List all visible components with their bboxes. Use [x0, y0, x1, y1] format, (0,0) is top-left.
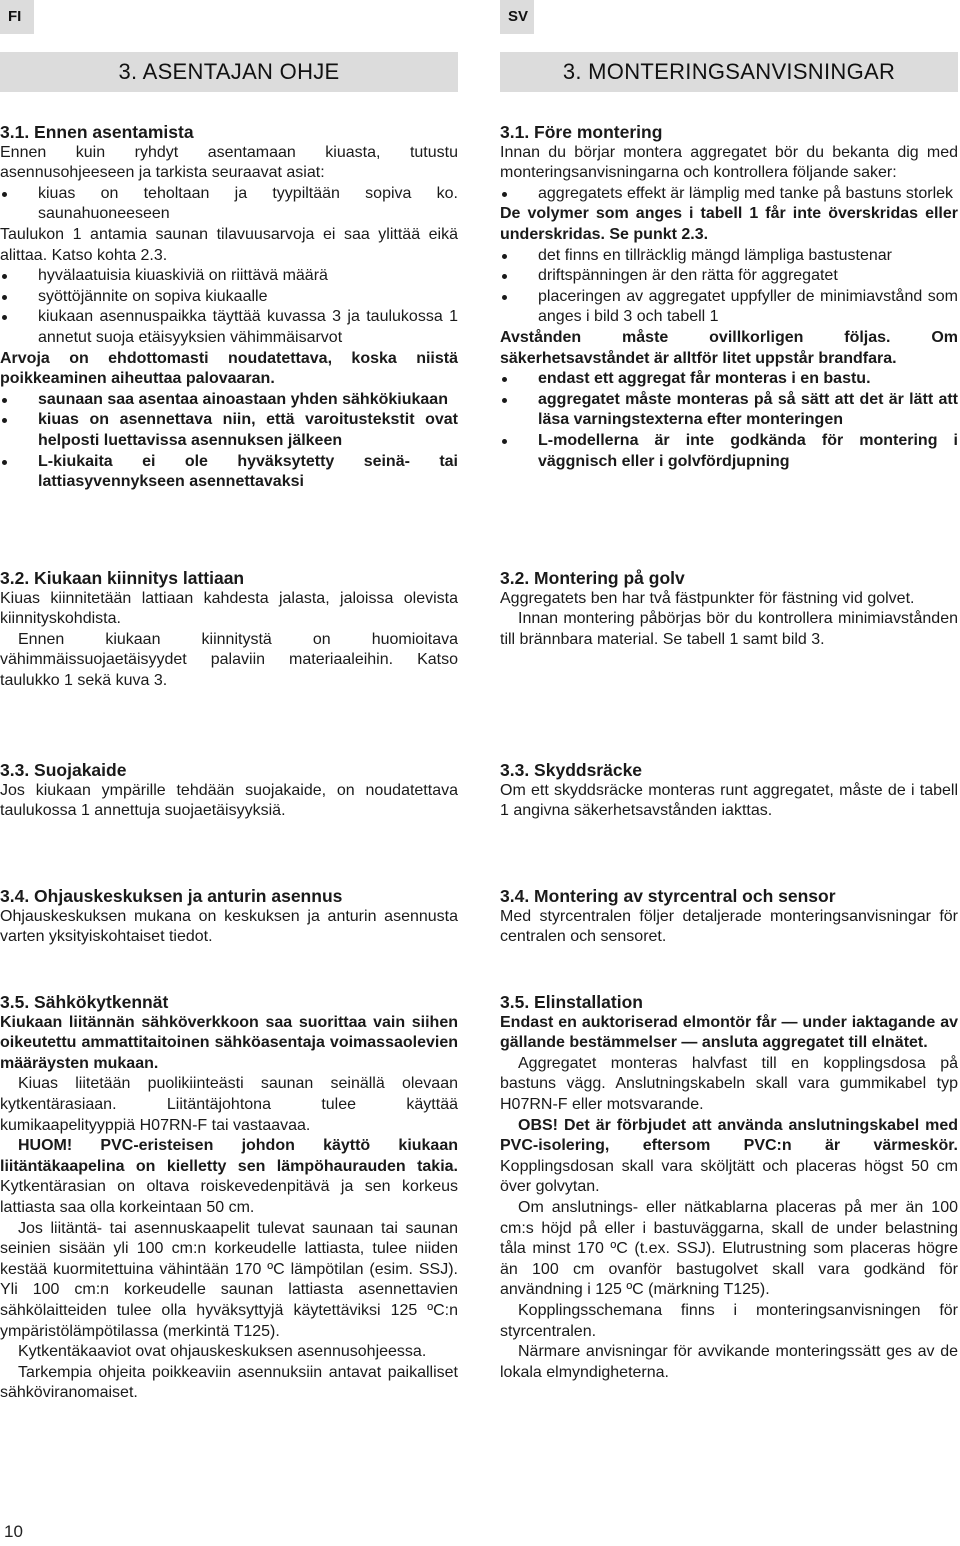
sv-paragraph	[500, 1116, 958, 1198]
fi-paragraph: Ennen kiukaan kiinnitystä on huomioitava vähimmäissuojaetäisyydet palaviin materiaaleihin. Katso taulukko 1 sekä kuva 3.	[0, 630, 458, 689]
fi-section-3-1	[0, 122, 458, 493]
sv-section-3-4	[500, 886, 958, 948]
sv-paragraph: Innan montering påbörjas bör du kontrollera minimiavstånden till brännbara material. Se tabell 1 samt bild 3.	[500, 610, 958, 648]
sv-checklist-3	[500, 369, 958, 472]
sv-heading-3-4: 3.4. Montering av styrcentral och sensor	[500, 886, 836, 906]
sv-section-3-3	[500, 760, 958, 822]
fi-paragraph: Kiuas liitetään puolikiinteästi saunan seinällä olevaan kytkentärasiaan. Liitäntäjohtona tulee käyttää kumikaapelityyppiä H07RN-F tai vastaavaa.	[0, 1075, 458, 1134]
list-item: aggregatets effekt är lämplig med tanke på bastuns storlek	[500, 184, 958, 205]
fi-section-3-2	[0, 568, 458, 692]
sv-heading-3-2: 3.2. Montering på golv	[500, 568, 685, 588]
fi-section-3-3	[0, 760, 458, 822]
section-title-fi: 3. ASENTAJAN OHJE	[0, 52, 458, 92]
sv-paragraph: Aggregatets ben har två fästpunkter för fästning vid golvet.	[500, 589, 915, 607]
sv-section-3-2	[500, 568, 958, 650]
list-item: aggregatet måste monteras på så sätt att det är lätt att läsa varningstexterna efter monteringen	[500, 390, 958, 431]
fi-intro: Ennen kuin ryhdyt asentamaan kiuasta, tutustu asennusohjeeseen ja tarkista seuraavat asiat:	[0, 143, 458, 182]
sv-paragraph: Med styrcentralen följer detaljerade monteringsanvisningar för centralen och sensoret.	[500, 907, 958, 946]
list-item: placeringen av aggregatet uppfyller de minimiavstånd som anges i bild 3 och tabell 1	[500, 287, 958, 328]
fi-warning-distances: Arvoja on ehdottomasti noudatettava, koska niistä poikkeaminen aiheuttaa palovaaran.	[0, 349, 458, 388]
fi-paragraph: Kytkentäkaaviot ovat ohjauskeskuksen asennusohjeessa.	[18, 1343, 427, 1361]
fi-heading-3-4: 3.4. Ohjauskeskuksen ja anturin asennus	[0, 886, 343, 906]
fi-section-3-4	[0, 886, 458, 948]
list-item: endast ett aggregat får monteras i en bastu.	[500, 369, 958, 390]
fi-checklist-3	[0, 390, 458, 493]
sv-paragraph-text: Kopplingsdosan skall vara sköljtätt och placeras högst 50 cm över golvytan.	[500, 1157, 958, 1196]
list-item: L-kiukaita ei ole hyväksytetty seinä- tai lattiasyvennykseen asennettavaksi	[0, 452, 458, 493]
fi-heading-3-5: 3.5. Sähkökytkennät	[0, 992, 169, 1012]
sv-heading-3-5: 3.5. Elinstallation	[500, 992, 643, 1012]
sv-paragraph: Kopplingsschemana finns i monteringsanvisningen för styrcentralen.	[500, 1301, 958, 1340]
fi-heading-3-1: 3.1. Ennen asentamista	[0, 122, 194, 142]
fi-paragraph	[0, 1136, 458, 1218]
fi-heading-3-2: 3.2. Kiukaan kiinnitys lattiaan	[0, 568, 245, 588]
fi-checklist	[0, 184, 458, 225]
list-item: saunaan saa asentaa ainoastaan yhden sähkökiukaan	[0, 390, 458, 411]
fi-paragraph: Jos kiukaan ympärille tehdään suojakaide, on noudatettava taulukossa 1 annettuja suojaetäisyyksiä.	[0, 781, 458, 820]
sv-paragraph: Om ett skyddsräcke monteras runt aggregatet, måste de i tabell 1 angivna säkerhetsavstånden iakttas.	[500, 781, 958, 820]
list-item: kiukaan asennuspaikka täyttää kuvassa 3 ja taulukossa 1 annetut suoja etäisyyksien vähimmäisarvot	[0, 307, 458, 348]
sv-paragraph: Endast en auktoriserad elmontör får — under iaktagande av gällande bestämmelser — ansluta aggregatet till elnätet.	[500, 1013, 958, 1052]
fi-paragraph: Tarkempia ohjeita poikkeaviin asennuksiin antavat paikalliset sähköviranomaiset.	[0, 1363, 458, 1402]
sv-section-3-1	[500, 122, 958, 472]
list-item: syöttöjännite on sopiva kiukaalle	[0, 287, 458, 308]
sv-checklist-2	[500, 246, 958, 328]
list-item: hyvälaatuisia kiuaskiviä on riittävä määrä	[0, 266, 458, 287]
sv-paragraph: Närmare anvisningar för avvikande monteringssätt ges av de lokala elmyndigheterna.	[500, 1343, 958, 1381]
list-item: kiuas on asennettava niin, että varoitustekstit ovat helposti luettavissa asennuksen jälkeen	[0, 410, 458, 451]
sv-checklist	[500, 184, 958, 205]
sv-note-volume: De volymer som anges i tabell 1 får inte överskridas eller underskridas. Se punkt 2.3.	[500, 205, 958, 243]
sv-heading-3-3: 3.3. Skyddsräcke	[500, 760, 643, 780]
section-title-sv: 3. MONTERINGSANVISNINGAR	[500, 52, 958, 92]
page-number: 10	[4, 1522, 23, 1541]
language-tab-sv: SV	[500, 0, 534, 34]
sv-paragraph: Om anslutnings- eller nätkablarna placeras på mer än 100 cm:s höjd på eller i bastuväggarna, skall de under belastning tåla minst 170 ºC (t.ex. SSJ). Elutrustning som placeras högre än 100 cm ovanför bastugolvet skall vara godkänd för användning i 125 ºC (märkning T125).	[500, 1198, 958, 1299]
sv-warning-pvc: OBS! Det är förbjudet att använda anslutningskabel med PVC-isolering, eftersom PVC:n är värmeskör.	[500, 1116, 958, 1155]
list-item: det finns en tillräcklig mängd lämpliga bastustenar	[500, 246, 958, 267]
fi-section-3-5	[0, 992, 458, 1404]
list-item: kiuas on teholtaan ja tyypiltään sopiva ko. saunahuoneeseen	[0, 184, 458, 225]
fi-heading-3-3: 3.3. Suojakaide	[0, 760, 127, 780]
fi-paragraph: Kiuas kiinnitetään lattiaan kahdesta jalasta, jaloissa olevista kiinnityskohdista.	[0, 589, 458, 628]
fi-paragraph: Jos liitäntä- tai asennuskaapelit tulevat saunaan tai saunan seinien sisään yli 100 cm:n korkeudelle lattiasta, tulee niiden kestää kuormitettuina vähintään 170 ºC lämpötilan (esim. SSJ). Yli 100 cm:n korkeudelle saunan lattiasta asennettavien sähkölaitteiden tulee olla hyväksyttyjä käytettäviksi 125 ºC:n ympäristölämpötilassa (merkintä T125).	[0, 1219, 458, 1340]
fi-note-volume: Taulukon 1 antamia saunan tilavuusarvoja ei saa ylittää eikä alittaa. Katso kohta 2.3.	[0, 225, 458, 264]
fi-checklist-2	[0, 266, 458, 348]
fi-paragraph-text: Kytkentärasian on oltava roiskevedenpitävä ja sen korkeus lattiasta saa olla korkeintaan 50 cm.	[0, 1178, 458, 1216]
list-item: L-modellerna är inte godkända för montering i väggnisch eller i golvfördjupning	[500, 431, 958, 472]
sv-paragraph: Aggregatet monteras halvfast till en kopplingsdosa på bastuns vägg. Anslutningskabeln skall vara gummikabel typ H07RN-F eller motsvarande.	[500, 1054, 958, 1113]
fi-warning-pvc: HUOM! PVC-eristeisen johdon käyttö kiukaan liitäntäkaapelina on kielletty sen lämpöhaurauden takia.	[0, 1137, 458, 1175]
sv-warning-distances: Avstånden måste ovillkorligen följas. Om säkerhetsavståndet är alltför litet uppstår brandfara.	[500, 328, 958, 367]
fi-paragraph: Ohjauskeskuksen mukana on keskuksen ja anturin asennusta varten yksityiskohtaiset tiedot.	[0, 907, 458, 946]
list-item: driftspänningen är den rätta för aggregatet	[500, 266, 958, 287]
fi-paragraph: Kiukaan liitännän sähköverkkoon saa suorittaa vain siihen oikeutettu ammattitaitoinen sähköasentaja voimassaolevien määräysten mukaan.	[0, 1013, 458, 1072]
sv-section-3-5	[500, 992, 958, 1383]
language-tab-fi: FI	[0, 0, 34, 34]
sv-heading-3-1: 3.1. Före montering	[500, 122, 663, 142]
sv-intro: Innan du börjar montera aggregatet bör du bekanta dig med monteringsanvisningarna och kontrollera följande saker:	[500, 143, 958, 182]
